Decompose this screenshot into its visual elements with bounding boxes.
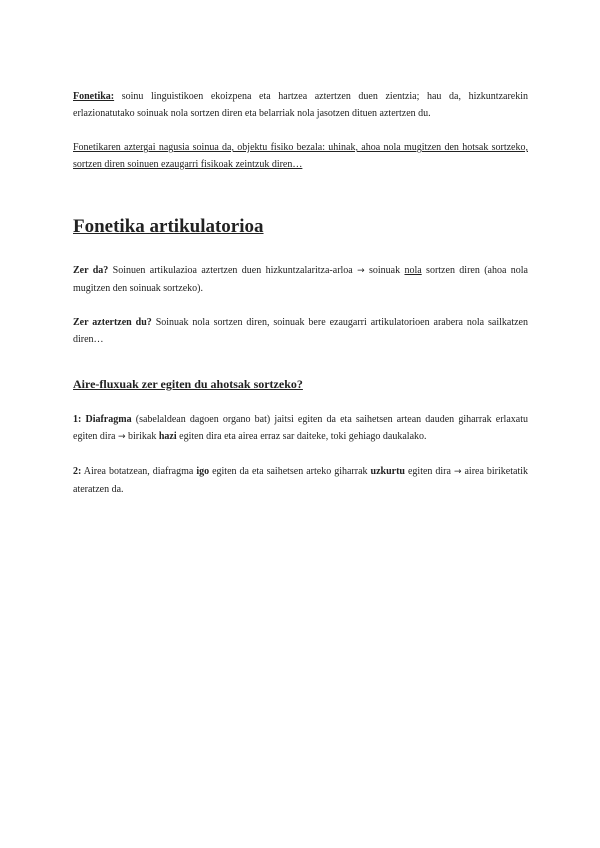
fonetika-definition: soinu linguistikoen ekoizpena eta hartzea aztertzen duen zientzia; hau da, hizkuntzarekin erlazionatutako soinuak nola sortzen diren eta belarriak nola jasotzen dituen aztertzen du. [73, 91, 528, 119]
intro-object-paragraph: Fonetikaren aztergai nagusia soinua da, objektu fisiko bezala: uhinak, ahoa nola mugitzen den hotsak sortzeko, sortzen diren soinuen ezaugarri fisikoak zeintzuk diren… [73, 142, 528, 170]
item-2-label: 2: [73, 466, 82, 477]
item-1-bold-word: hazi [158, 431, 177, 442]
section-heading: Fonetika artikulatorioa [73, 216, 264, 237]
item-2-bold-2: uzkurtu [370, 466, 405, 477]
item-2-text-b: egiten da eta saihetsen arteko giharrak [209, 466, 371, 477]
item-1-text-b: birikak [125, 431, 159, 442]
document-page [73, 84, 528, 498]
arrow-right-icon: → [357, 266, 365, 276]
zer-aztertzen-paragraph [73, 314, 528, 348]
item-2-text-d: airea biriketatik ateratzen da. [73, 466, 529, 495]
item-2-bold-1: igo [196, 466, 210, 477]
zer-da-paragraph [73, 262, 528, 297]
zer-da-label: Zer da? [73, 265, 109, 276]
subsection-heading: Aire-fluxuak zer egiten du ahotsak sortzeko? [73, 377, 303, 391]
arrow-right-icon: → [117, 432, 126, 442]
item-2-text-a: Airea botatzean, diafragma [81, 466, 197, 477]
item-1-label: 1: Diafragma [73, 414, 132, 425]
item-1-text-a: (sabelaldean dagoen organo bat) jaitsi egiten da eta saihetsen artean dauden giharrak erlaxatu egiten dira [73, 414, 528, 442]
item-2-text-c: egiten dira [404, 466, 454, 477]
zer-da-text-after: sortzen diren (ahoa nola mugitzen den soinuak sortzeko). [73, 265, 528, 294]
zer-aztertzen-text: Soinuak nola sortzen diren, soinuak bere ezaugarri artikulatorioen arabera nola sailkatzen diren… [73, 317, 528, 345]
item-1-text-c: egiten dira eta airea erraz sar daiteke, toki gehiago daukalako. [176, 431, 427, 442]
arrow-right-icon: → [453, 467, 462, 477]
item-1-paragraph [73, 411, 528, 446]
zer-da-text-mid: soinuak [364, 265, 405, 276]
zer-aztertzen-label: Zer aztertzen du? [73, 317, 152, 328]
zer-da-underlined-word: nola [404, 265, 422, 276]
zer-da-text-before: Soinuen artikulazioa aztertzen duen hizkuntzalaritza-arloa [108, 265, 358, 276]
fonetika-term: Fonetika: [73, 91, 115, 102]
item-2-paragraph [73, 463, 528, 498]
intro-definition-paragraph [73, 88, 528, 122]
